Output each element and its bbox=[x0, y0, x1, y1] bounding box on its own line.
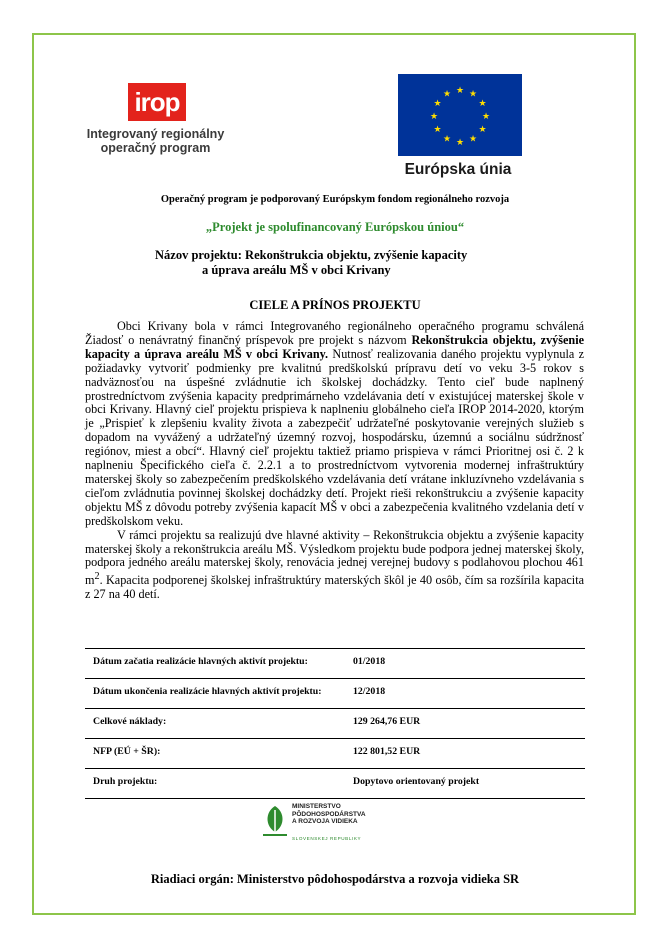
irop-name bbox=[68, 127, 243, 155]
svg-text:★: ★ bbox=[481, 112, 491, 122]
project-details-table bbox=[85, 648, 585, 799]
cofinanced-statement: „Projekt je spolufinancovaný Európskou úniou“ bbox=[205, 220, 465, 234]
ministry-line2: PÔDOHOSPODÁRSTVA bbox=[292, 810, 366, 818]
irop-mark: irop bbox=[128, 83, 186, 121]
ministry-subtitle: SLOVENSKEJ REPUBLIKY bbox=[292, 836, 362, 841]
leaf-emblem-icon bbox=[260, 802, 290, 842]
eu-flag bbox=[398, 74, 522, 156]
irop-name-line1: Integrovaný regionálny bbox=[86, 127, 225, 141]
svg-text:★: ★ bbox=[455, 86, 465, 96]
row-label: NFP (EÚ + ŠR): bbox=[93, 746, 161, 757]
table-row bbox=[85, 679, 585, 709]
paragraph-2 bbox=[85, 529, 584, 603]
row-value: 01/2018 bbox=[353, 656, 386, 667]
paragraph-1 bbox=[85, 320, 584, 529]
row-value: Dopytovo orientovaný projekt bbox=[353, 776, 480, 787]
project-name-line1: Názov projektu: Rekonštrukcia objektu, zvýšenie kapacity bbox=[155, 248, 468, 262]
project-name-line2: a úprava areálu MŠ v obci Krivany bbox=[202, 263, 391, 277]
goals-title: CIELE A PRÍNOS PROJEKTU bbox=[249, 298, 421, 312]
p2-text-b: . Kapacita podporenej školskej infraštruktúry materských škôl je 40 osôb, čím sa rozšírila kapacita z 27 na 40 detí. bbox=[85, 573, 584, 602]
p2-text-a: V rámci projektu sa realizujú dve hlavné aktivity – Rekonštrukcia objektu a zvýšenie kapacity materskej školy a rekonštrukcia areálu MŠ. Výsledkom projektu bude podpora jednej materskej školy, podpora jedného areálu materskej školy, renovácia jednej verejnej budovy s podlahovou plochou 461 m bbox=[85, 527, 584, 588]
p1-project-title: Rekonštrukcia objektu, zvýšenie kapacity a úprava areálu MŠ v obci Krivany. bbox=[85, 332, 584, 361]
table-row bbox=[85, 769, 585, 799]
svg-text:★: ★ bbox=[442, 89, 452, 100]
row-label: Celkové náklady: bbox=[93, 716, 167, 727]
p1-text-a: Obci Krivany bola v rámci Integrovaného regionálneho operačného programu schválená Žiadosť o nenávratný finančný príspevok pre projekt s názvom bbox=[85, 319, 584, 347]
row-label: Dátum začatia realizácie hlavných aktivít projektu: bbox=[93, 656, 308, 667]
svg-text:★: ★ bbox=[442, 134, 452, 145]
p2-superscript: 2 bbox=[94, 571, 100, 583]
project-name bbox=[155, 248, 555, 278]
ministry-name bbox=[292, 803, 366, 826]
irop-logo bbox=[68, 83, 238, 163]
ministry-logo bbox=[260, 800, 450, 850]
ministry-line3: A ROZVOJA VIDIEKA bbox=[292, 818, 358, 825]
table-row bbox=[85, 709, 585, 739]
svg-text:★: ★ bbox=[478, 125, 487, 135]
row-label: Dátum ukončenia realizácie hlavných aktivít projektu: bbox=[93, 686, 322, 697]
row-value: 12/2018 bbox=[353, 686, 386, 697]
body-text bbox=[85, 320, 584, 602]
row-value: 129 264,76 EUR bbox=[353, 716, 421, 727]
svg-text:★: ★ bbox=[433, 125, 442, 135]
p1-text-b: Nutnosť realizovania daného projektu vyplynula z požiadavky vytvoriť podmienky pre kvalitnú predškolskú prípravu detí vo veku 3-5 rokov s nadväznosťou na úspešné zvládnutie ich školskej dochádzky. Tento cieľ bude naplnený prostredníctvom zvýšenia kapacity predprimárneho vzdelávania detí v existujúcej materskej škole v obci Krivany. Hlavný cieľ projektu prispieva k naplneniu globálneho cieľa IROP 2014-2020, ktorým je „Prispieť k zlepšeniu kvality života a zabezpečiť udržateľné poskytovanie verejných služieb s dopadom na vyvážený a udržateľný územný rozvoj, hospodársku, územnú a sociálnu súdržnosť regiónov, miest a obcí“. Hlavný cieľ projektu taktiež priamo prispieva v rámci Prioritnej osi č. 2 k naplneniu Špecifického cieľa č. 2.2.1 a to prostredníctvom vytvorenia modernej infraštruktúry materskej školy so zabezpečením predškolského vzdelávania detí vrátane inkluzívneho vzdelávania s cieľom zvládnutia povinnej školskej dochádzky detí. Projekt rieši rekonštrukciu a zvýšenie kapacity objektu MŠ z dôvodu potreby zvýšenia kapacít MŠ v obci a zabezpečenia kvalitného vzdelania detí v predškolskom veku. bbox=[85, 346, 585, 528]
svg-text:★: ★ bbox=[455, 138, 465, 148]
svg-text:★: ★ bbox=[433, 99, 442, 109]
row-value: 122 801,52 EUR bbox=[353, 746, 421, 757]
managing-authority: Riadiaci orgán: Ministerstvo pôdohospodárstva a rozvoja vidieka SR bbox=[150, 872, 520, 886]
svg-text:★: ★ bbox=[429, 112, 439, 122]
row-label: Druh projektu: bbox=[93, 776, 158, 787]
svg-text:★: ★ bbox=[478, 99, 487, 109]
table-row bbox=[85, 739, 585, 769]
support-statement: Operačný program je podporovaný Európskym fondom regionálneho rozvoja bbox=[160, 194, 510, 205]
svg-text:★: ★ bbox=[468, 89, 478, 100]
eu-stars-icon bbox=[398, 74, 522, 156]
eu-name: Európska únia bbox=[404, 161, 512, 178]
irop-name-line2: operačný program bbox=[100, 141, 211, 155]
ministry-line1: MINISTERSTVO bbox=[292, 803, 341, 810]
table-row bbox=[85, 649, 585, 679]
eu-logo bbox=[392, 72, 524, 184]
svg-text:★: ★ bbox=[468, 134, 478, 145]
